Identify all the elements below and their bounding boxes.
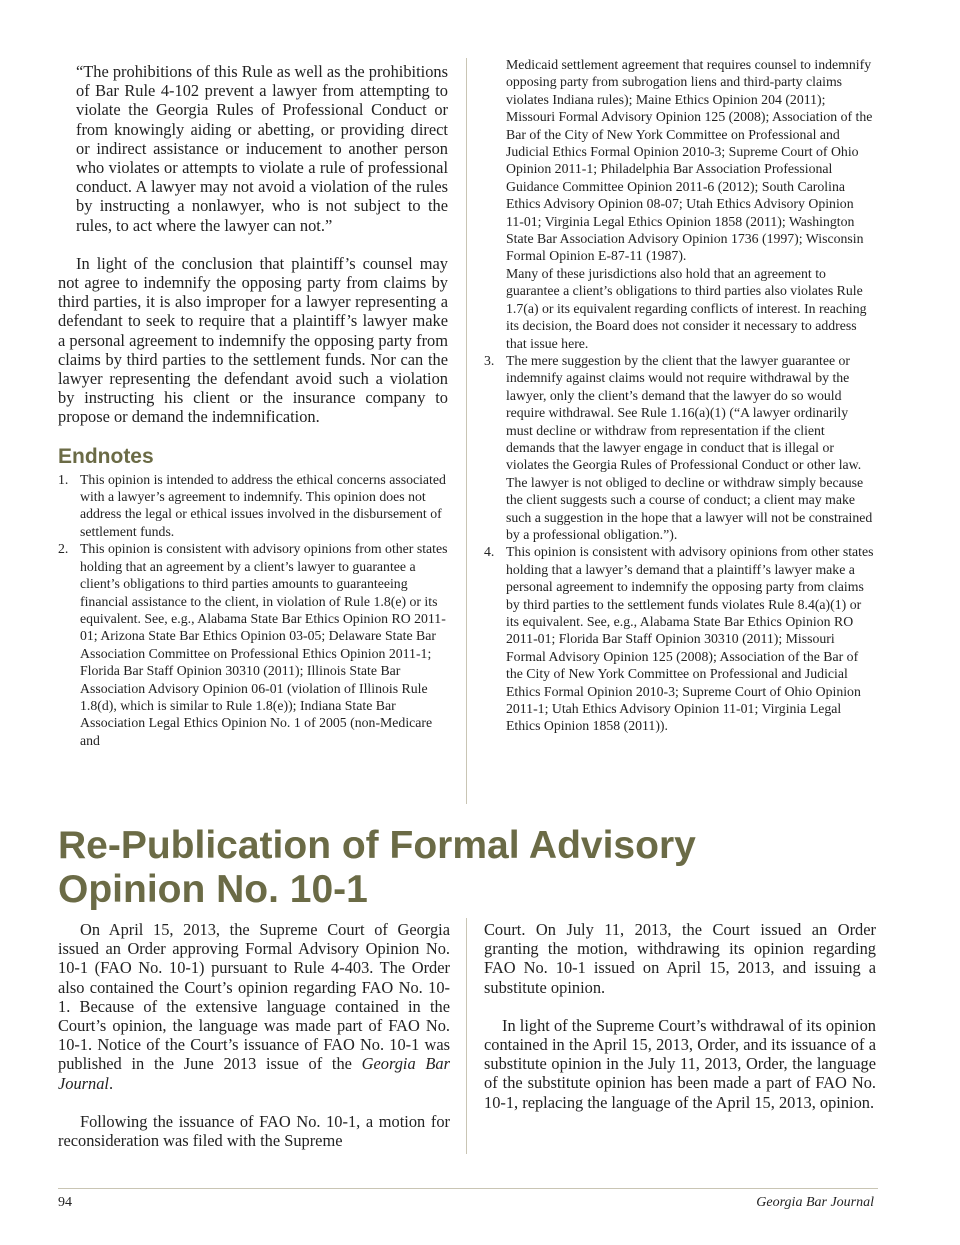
page-number: 94 [58, 1195, 72, 1210]
endnotes-heading: Endnotes [58, 444, 154, 468]
title-line-2: Opinion No. 10-1 [58, 868, 368, 911]
endnote-number: 3. [484, 352, 495, 368]
endnotes-list [58, 471, 448, 750]
article-left-column [58, 920, 450, 1150]
endnote-text: This opinion is consistent with advisory opinions from other states holding that an agreement by a client’s lawyer to guarantee a client’s obligations to third parties amounts to guaranteeing financial assistance to the client, in violation of Rule 1.8(e) or its equivalent. See, e.g., Alabama State Bar Ethics Opinion RO 2011-01; Arizona State Bar Ethics Opinion 03-05; Delaware State Bar Association Committee on Professional Ethics Opinion 2011-1; Florida Bar Staff Opinion 30310 (2011); Illinois State Bar Association Advisory Opinion 06-01 (violation of Illinois Rule 1.8(d), which is similar to Rule 1.8(e)); Indiana State Bar Association Legal Ethics Opinion No. 1 of 2005 (non-Medicare and [80, 541, 448, 748]
article-paragraph-1-text: On April 15, 2013, the Supreme Court of Georgia issued an Order approving Formal Advisory Opinion No. 10-1 (FAO No. 10-1) pursuant to Rule 4-403. The Order also contained the Court’s opinion regarding FAO No. 10-1. Because of the extensive language contained in the Court’s opinion, the language was made part of FAO No. 10-1. Notice of the Court’s issuance of FAO No. 10-1 was published in the June 2013 issue of the [58, 920, 450, 1074]
endnote-text: The mere suggestion by the client that the lawyer guarantee or indemnify against claims would not require withdrawal by the lawyer, only the client’s demand that the lawyer do so would require withdrawal. See Rule 1.16(a)(1) (“A lawyer ordinarily must decline or withdraw from representation if the client demands that the lawyer engage in conduct that is illegal or violates the Georgia Rules of Professional Conduct or other law. The lawyer is not obliged to decline or withdraw simply because the client suggests such a course of conduct; a client may make such a suggestion in the hope that a lawyer will not be constrained by a professional obligation.”). [506, 352, 873, 542]
endnote-2-continued: Medicaid settlement agreement that requires counsel to indemnify opposing party from subrogation liens and third-party claims violates Indiana rules); Maine Ethics Opinion 204 (2011); Missouri Formal Advisory Opinion 125 (2008); Association of the Bar of the City of New York Committee on Professional and Judicial Ethics Formal Opinion 2010-3; Supreme Court of Ohio Opinion 2011-1; Philadelphia Bar Association Professional Guidance Committee Opinion 2011-6 (2012); South Carolina Ethics Advisory Opinion 08-07; Utah Ethics Advisory Opinion 11-01; Virginia Legal Ethics Opinion 1858 (2011); Washington State Bar Association Advisory Opinion 1736 (1997); Wisconsin Formal Opinion E-87-11 (1987). [506, 57, 873, 264]
article-right-column [484, 920, 876, 1112]
endnote-item [484, 543, 874, 734]
top-right-column [484, 56, 874, 735]
top-left-column [58, 62, 448, 749]
endnote-number: 1. [58, 471, 69, 487]
endnote-item [58, 540, 448, 749]
article-paragraph-2: Following the issuance of FAO No. 10-1, a motion for reconsideration was filed with the Supreme [58, 1111, 450, 1151]
article-paragraph-3: Court. On July 11, 2013, the Court issued an Order granting the motion, withdrawing its opinion regarding FAO No. 10-1 issued on April 15, 2013, and issuing a substitute opinion. [484, 920, 876, 997]
column-divider-top [466, 58, 467, 804]
article-paragraph-4: In light of the Supreme Court’s withdrawal of its opinion contained in the April 15, 2013, Order, and its issuance of a substitute opinion in the July 11, 2013, Order, the language of the substitute opinion has been made a part of FAO No. 10-1, replacing the language of the April 15, 2013, opinion. [484, 1015, 876, 1112]
column-divider-bottom [466, 918, 467, 1154]
footer-rule [58, 1188, 878, 1189]
journal-title-italic: Georgia Bar Journal [58, 1054, 450, 1093]
endnote-item [58, 471, 448, 541]
article-paragraph-1-end: . [109, 1073, 114, 1093]
block-quote: “The prohibitions of this Rule as well as the prohibitions of Bar Rule 4-102 prevent a lawyer from attempting to violate the Georgia Rules of Professional Conduct or from knowingly aiding or abetting, or providing direct or indirect assistance or inducement to another person who violates or attempts to violate a rule of professional conduct. A lawyer may not avoid a violation of the rules by instructing a nonlawyer, who is not subject to the rules, to act where the lawyer can not.” [76, 62, 448, 235]
title-line-1: Re-Publication of Formal Advisory [58, 824, 696, 867]
endnote-text: This opinion is consistent with advisory opinions from other states holding that a lawyer’s demand that a plaintiff’s lawyer make a personal agreement to indemnify the opposing party from claims by third parties to the settlement funds violates Rule 8.4(a)(1) or its equivalent. See, e.g., Alabama State Bar Ethics Opinion RO 2011-01; Florida Bar Staff Opinion 30310 (2011); Missouri Formal Advisory Opinion 125 (2008); Association of the Bar of the City of New York Committee on Professional and Judicial Ethics Formal Opinion 2010-3; Supreme Court of Ohio Opinion 2011-1; Utah Ethics Advisory Opinion 11-01; Virginia Legal Ethics Opinion 1858 (2011)). [506, 544, 874, 734]
body-paragraph: In light of the conclusion that plaintiff’s counsel may not agree to indemnify the opposing party from claims by third parties, it is also improper for a lawyer representing a defendant to seek to require that a plaintiff’s lawyer make a personal agreement to indemnify the opposing party from claims by third parties to the settlement funds. Nor can the lawyer representing the defendant avoid such a violation by instructing his client or the insurance company to propose or demand the indemnification. [58, 253, 448, 427]
endnote-number: 2. [58, 541, 69, 557]
endnotes-list-continued [484, 352, 874, 735]
endnote-item [484, 352, 874, 543]
endnote-text: This opinion is intended to address the ethical concerns associated with a lawyer’s agreement to indemnify. This opinion does not address the legal or ethical issues involved in the disbursement of settlement funds. [80, 471, 446, 539]
article-title [58, 824, 696, 912]
endnote-2-continued-b: Many of these jurisdictions also hold that an agreement to guarantee a client’s obligations to third parties also violates Rule 1.7(a) or its equivalent regarding conflicts of interest. In reaching its decision, the Board does not consider it necessary to address that issue here. [506, 265, 867, 351]
endnote-number: 4. [484, 544, 495, 560]
article-paragraph-1 [58, 920, 450, 1093]
journal-name: Georgia Bar Journal [756, 1195, 874, 1210]
